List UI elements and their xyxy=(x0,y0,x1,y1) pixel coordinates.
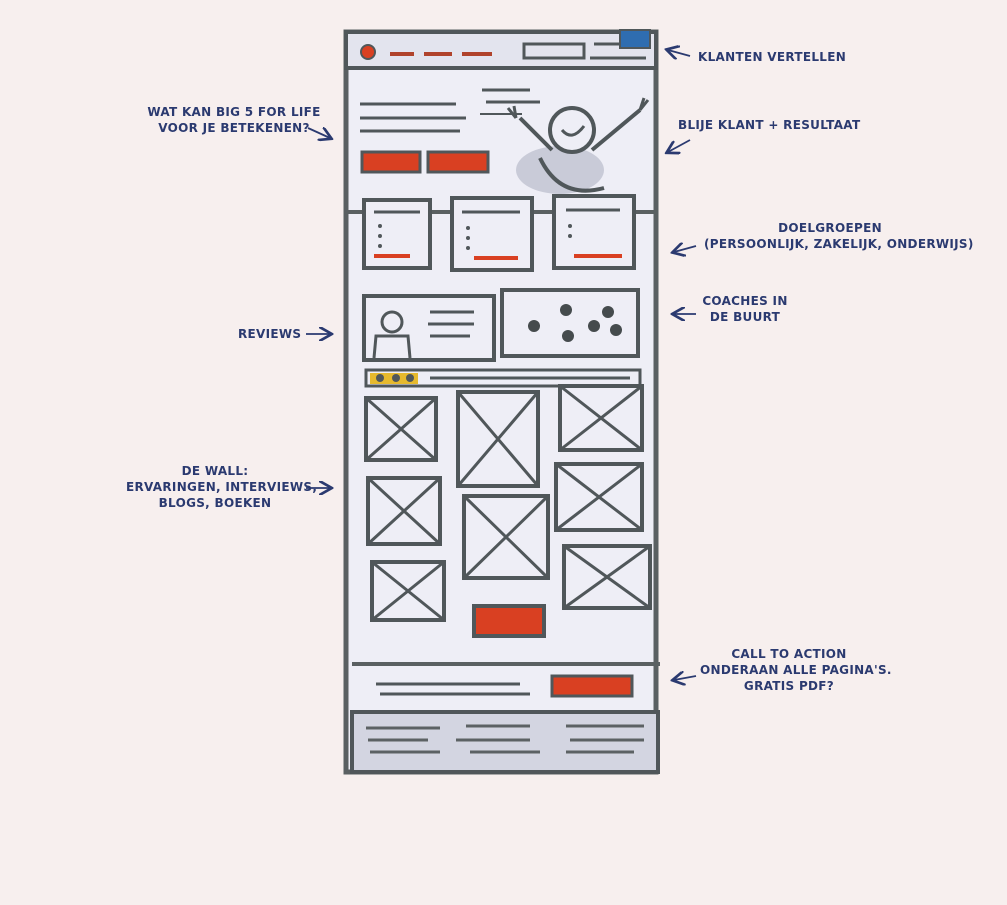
wall-more-button xyxy=(474,606,544,636)
annotation-wall: DE WALL: ERVARINGEN, INTERVIEWS, BLOGS, BOEKEN xyxy=(126,464,318,510)
annotation-doelgroepen: DOELGROEPEN (PERSOONLIJK, ZAKELIJK, ONDERWIJS) xyxy=(704,221,974,251)
annotation-blije-klant: BLIJE KLANT + RESULTAAT xyxy=(678,118,861,132)
annotation-klanten: KLANTEN VERTELLEN xyxy=(698,50,847,64)
wall-tile xyxy=(368,478,440,544)
wall-tile xyxy=(556,464,642,530)
annotation-coaches: COACHES IN DE BUURT xyxy=(702,294,788,324)
wall-tile xyxy=(564,546,650,608)
wall-tile xyxy=(464,496,548,578)
map-pin-icon xyxy=(528,320,540,332)
wall-tile xyxy=(458,392,538,486)
header xyxy=(346,30,656,68)
menu-button xyxy=(620,30,650,48)
cta-button xyxy=(552,676,632,696)
wall-tile xyxy=(560,386,642,450)
map-pin-icon xyxy=(610,324,622,336)
target-group-card xyxy=(554,196,634,268)
target-groups xyxy=(364,196,634,270)
annotation-reviews: REVIEWS xyxy=(238,327,302,341)
wall-tile xyxy=(366,398,436,460)
annotation-cta: CALL TO ACTION ONDERAAN ALLE PAGINA'S. GRATIS PDF? xyxy=(700,647,892,693)
annotation-wat-kan: WAT KAN BIG 5 FOR LIFE VOOR JE BETEKENEN? xyxy=(147,105,321,135)
wall-tile xyxy=(372,562,444,620)
hero-button-secondary xyxy=(428,152,488,172)
hero-button-primary xyxy=(362,152,420,172)
map-pin-icon xyxy=(560,304,572,316)
target-group-card xyxy=(452,198,532,270)
footer xyxy=(352,712,658,772)
target-group-card xyxy=(364,200,430,268)
map-pin-icon xyxy=(562,330,574,342)
map-pin-icon xyxy=(588,320,600,332)
coaches-map xyxy=(502,290,638,356)
map-pin-icon xyxy=(602,306,614,318)
logo-icon xyxy=(361,45,375,59)
reviews-block xyxy=(364,296,494,360)
